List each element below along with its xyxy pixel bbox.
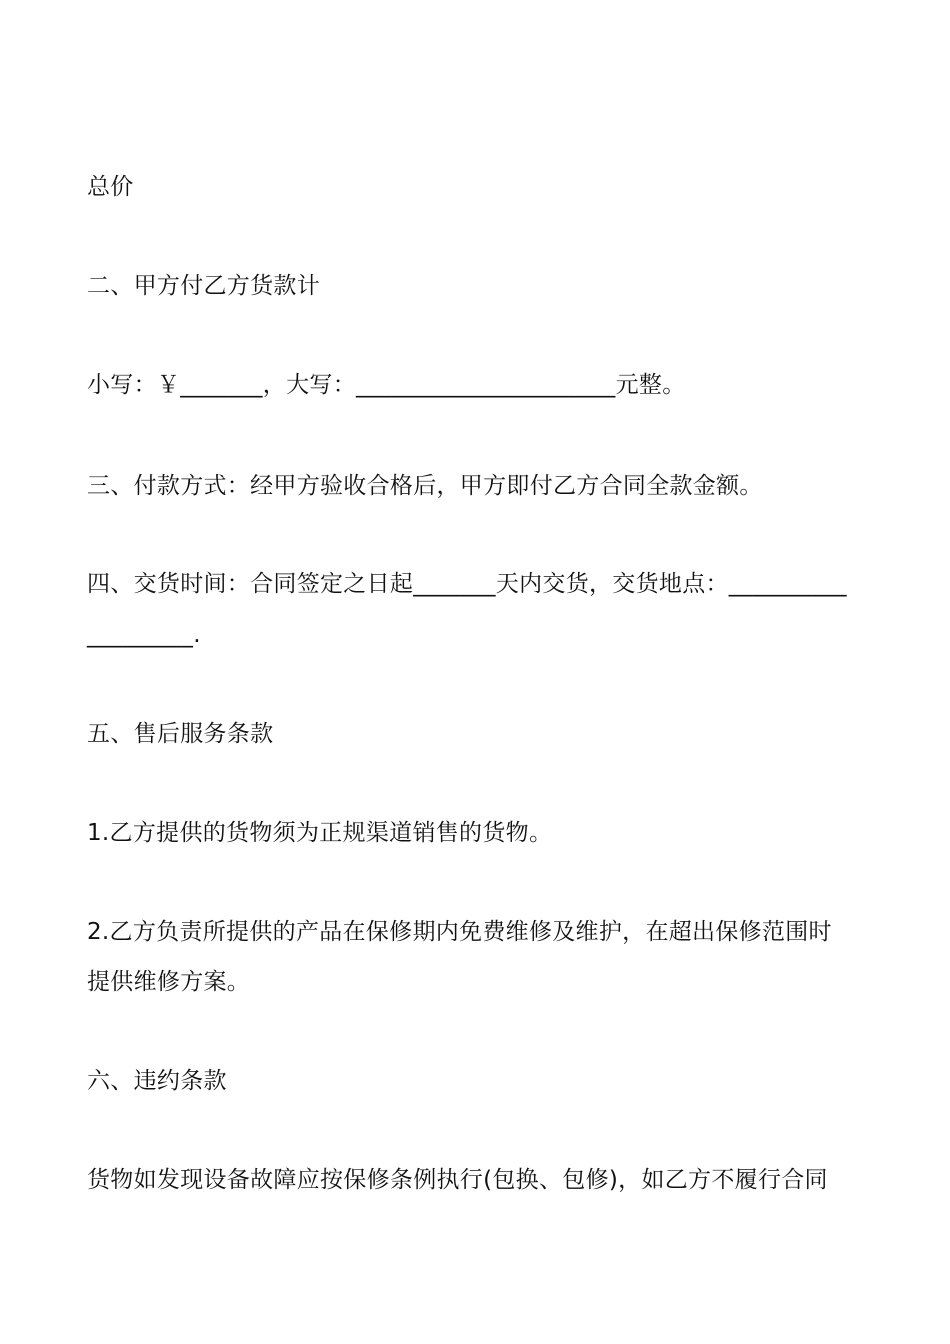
clause-5-1: 1.乙方提供的货物须为正规渠道销售的货物。 bbox=[87, 820, 553, 846]
amount-line: 小写：￥_______，大写：______________________元整。 bbox=[87, 372, 686, 398]
clause-5-2: 2.乙方负责所提供的产品在保修期内免费维修及维护，在超出保修范围时 bbox=[87, 919, 832, 945]
section-4-delivery-time: 四、交货时间：合同签定之日起_______天内交货，交货地点：__________ bbox=[87, 571, 847, 597]
section-6-heading: 六、违约条款 bbox=[87, 1068, 227, 1094]
total-price-label: 总价 bbox=[87, 174, 134, 200]
section-5-heading: 五、售后服务条款 bbox=[87, 721, 274, 747]
clause-5-2-continued: 提供维修方案。 bbox=[87, 969, 251, 995]
section-3-payment-method: 三、付款方式：经甲方验收合格后，甲方即付乙方合同全款金额。 bbox=[87, 473, 763, 499]
section-2-heading: 二、甲方付乙方货款计 bbox=[87, 273, 320, 299]
section-6-body: 货物如发现设备故障应按保修条例执行(包换、包修)，如乙方不履行合同 bbox=[87, 1167, 828, 1193]
section-4-delivery-continued: _________. bbox=[87, 622, 201, 648]
